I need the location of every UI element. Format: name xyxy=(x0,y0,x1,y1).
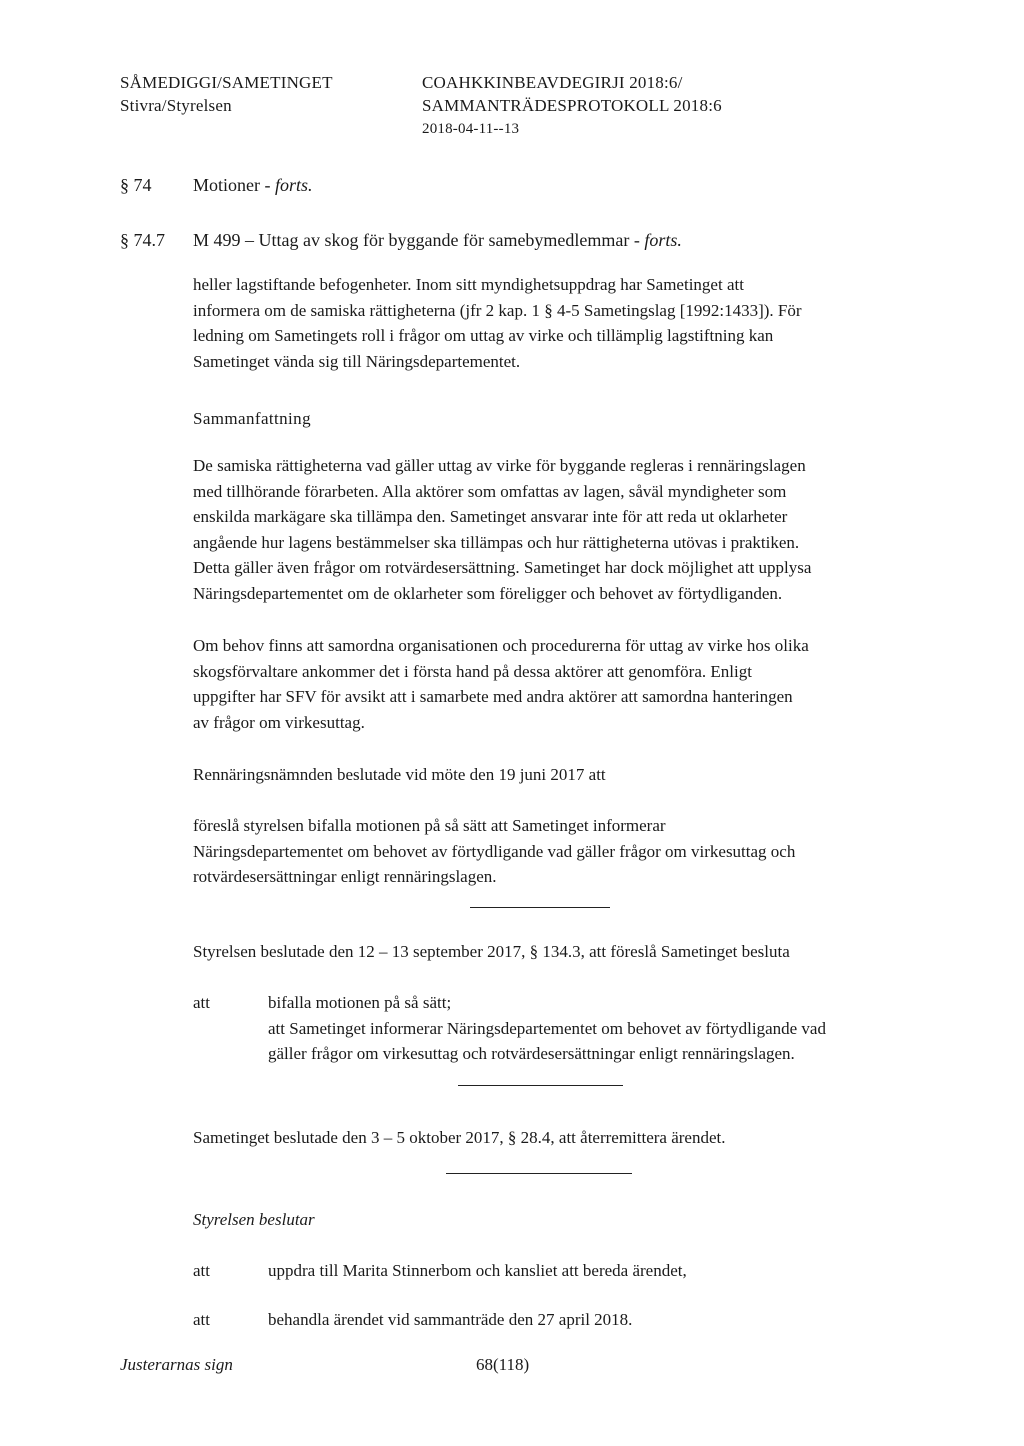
protocol-subtitle: SAMMANTRÄDESPROTOKOLL 2018:6 xyxy=(422,96,722,115)
summary-heading: Sammanfattning xyxy=(193,409,311,428)
paragraph-4: Rennäringsnämnden beslutade vid möte den 19 juni 2017 att xyxy=(193,765,606,784)
proposal-marker: att xyxy=(193,993,210,1012)
text-line: uppgifter har SFV för avsikt att i samarbete med andra aktörer att samordna hanteringen xyxy=(193,687,793,706)
section-74-7-heading xyxy=(120,230,165,251)
text-line: angående hur lagens bestämmelser ska tillämpas och hur rättigheterna utövas i praktiken. xyxy=(193,532,800,552)
decision-marker: att xyxy=(193,1310,210,1329)
separator-rule xyxy=(446,1173,632,1174)
text-line: av frågor om virkesuttag. xyxy=(193,712,365,732)
section-symbol: § xyxy=(120,230,129,250)
separator-rule xyxy=(458,1085,623,1086)
decision-marker: att xyxy=(193,1261,210,1280)
page-number: 68(118) xyxy=(476,1355,530,1374)
text-line: De samiska rättigheterna vad gäller uttag av virke för byggande regleras i rennäringslagen xyxy=(193,456,806,475)
decision-text: uppdra till Marita Stinnerbom och kansliet att bereda ärendet, xyxy=(268,1261,687,1280)
text-line: ledning om Sametingets roll i frågor om uttag av virke och tillämplig lagstiftning kan xyxy=(193,326,774,345)
text-line: med tillhörande förarbeten. Alla aktörer som omfattas av lagen, såväl myndigheter som xyxy=(193,481,787,501)
section-74-title: Motioner - forts. xyxy=(193,175,313,195)
paragraph-1 xyxy=(193,272,973,374)
text-line: skogsförvaltare ankommer det i första hand på dessa aktörer att genomföra. Enligt xyxy=(193,661,752,681)
section-74-7-title: M 499 – Uttag av skog för byggande för samebymedlemmar - forts. xyxy=(193,230,682,250)
decision-text: behandla ärendet vid sammanträde den 27 april 2018. xyxy=(268,1310,633,1329)
paragraph-2 xyxy=(193,453,973,606)
text-line: Sametinget vända sig till Näringsdepartementet. xyxy=(193,351,521,371)
proposal-text xyxy=(268,990,968,1067)
text-line: gäller frågor om virkesuttag och rotvärdesersättningar enligt rennäringslagen. xyxy=(268,1044,795,1063)
section-number: 74 xyxy=(133,175,152,195)
text-line: Om behov finns att samordna organisationen och procedurerna för uttag av virke hos olika xyxy=(193,636,809,655)
paragraph-5 xyxy=(193,813,973,890)
protocol-title: COAHKKINBEAVDEGIRJI 2018:6/ xyxy=(422,73,683,92)
organization-subunit: Stivra/Styrelsen xyxy=(120,96,232,115)
text-line: föreslå styrelsen bifalla motionen på så sätt att Sametinget informerar xyxy=(193,816,666,835)
text-line: att Sametinget informerar Näringsdepartementet om behovet av förtydligande vad xyxy=(268,1018,826,1038)
text-line: bifalla motionen på så sätt; xyxy=(268,993,452,1012)
decision-heading: Styrelsen beslutar xyxy=(193,1210,315,1229)
text-line: Näringsdepartementet om behovet av förtydligande vad gäller frågor om virkesuttag och xyxy=(193,841,796,861)
organization-name: SÅMEDIGGI/SAMETINGET xyxy=(120,73,333,92)
protocol-date: 2018-04-11--13 xyxy=(422,121,520,137)
paragraph-3 xyxy=(193,633,973,735)
signature-label: Justerarnas sign xyxy=(120,1355,233,1374)
text-line: rotvärdesersättningar enligt rennäringslagen. xyxy=(193,867,497,886)
section-number: 74.7 xyxy=(133,230,165,250)
text-line: enskilda markägare ska tillämpa den. Sametinget ansvarar inte för att reda ut oklarheter xyxy=(193,507,788,526)
section-symbol: § xyxy=(120,175,129,195)
text-line: informera om de samiska rättigheterna (jfr 2 kap. 1 § 4-5 Sametingslag [1992:1433]). För xyxy=(193,300,802,320)
paragraph-6: Styrelsen beslutade den 12 – 13 september 2017, § 134.3, att föreslå Sametinget besluta xyxy=(193,942,790,961)
paragraph-7: Sametinget beslutade den 3 – 5 oktober 2017, § 28.4, att återremittera ärendet. xyxy=(193,1128,726,1147)
text-line: Näringsdepartementet om de oklarheter som föreligger och behovet av förtydliganden. xyxy=(193,583,783,603)
section-74-heading xyxy=(120,175,152,196)
separator-rule xyxy=(470,907,610,908)
text-line: heller lagstiftande befogenheter. Inom sitt myndighetsuppdrag har Sametinget att xyxy=(193,275,744,294)
text-line: Detta gäller även frågor om rotvärdesersättning. Sametinget har dock möjlighet att upplysa xyxy=(193,558,812,577)
